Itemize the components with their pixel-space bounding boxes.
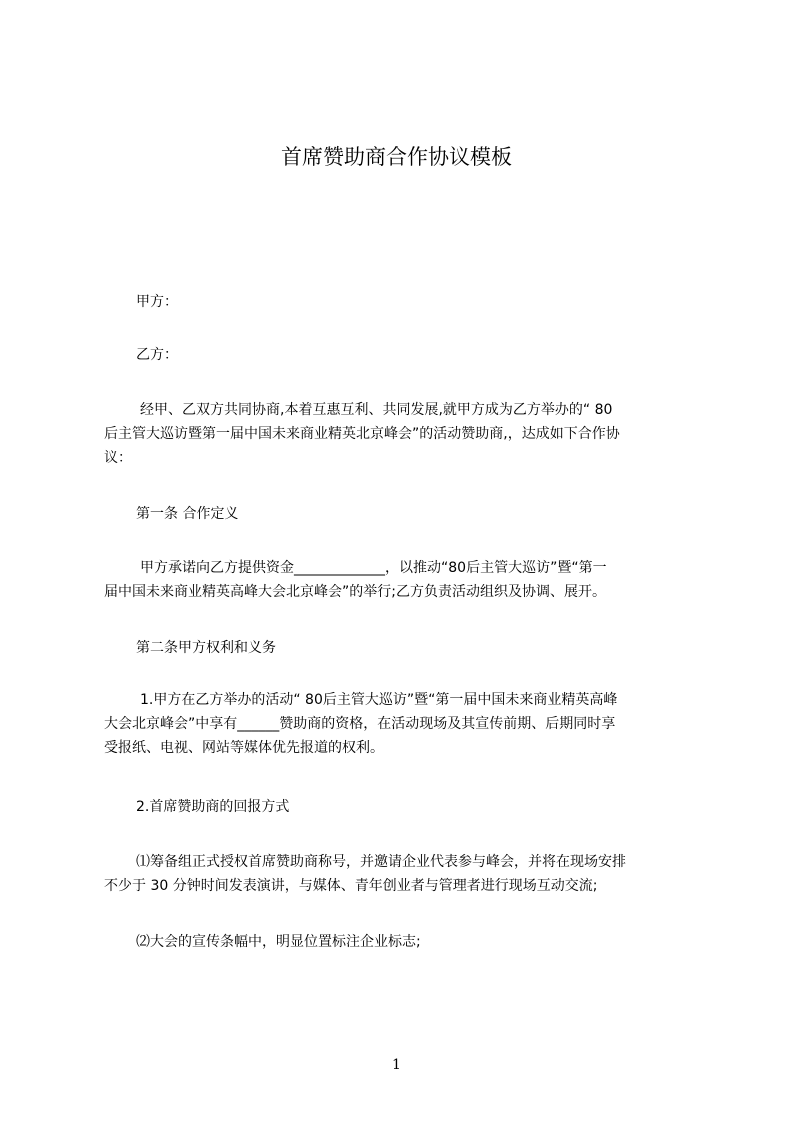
article-2-heading: 第二条甲方权利和义务	[136, 640, 276, 656]
article-1-paragraph	[104, 556, 700, 604]
return-method-2: ⑵大会的宣传条幅中，明显位置标注企业标志;	[136, 934, 421, 950]
article-2-item-1-line: 大会北京峰会”中享有______赞助商的资格，在活动现场及其宣传前期、后期同时享	[104, 716, 616, 732]
article-1-heading: 第一条 合作定义	[136, 506, 239, 522]
intro-line: 议：	[104, 450, 132, 466]
article-2-item-1-line: 受报纸、电视、网站等媒体优先报道的权利。	[104, 740, 384, 756]
article-2-item-2-heading: 2.首席赞助商的回报方式	[136, 799, 290, 815]
party-a-label: 甲方：	[136, 294, 178, 310]
intro-line: 经甲、乙双方共同协商,本着互惠互利、共同发展,就甲方成为乙方举办的“ 80	[140, 402, 613, 418]
party-b-label: 乙方：	[136, 347, 178, 363]
intro-line: 后主管大巡访暨第一届中国未来商业精英北京峰会”的活动赞助商,，达成如下合作协	[104, 426, 620, 442]
return-method-1-line: ⑴筹备组正式授权首席赞助商称号，并邀请企业代表参与峰会，并将在现场安排	[136, 854, 626, 870]
article-1-line: 甲方承诺向乙方提供资金_____________，以推动“80后主管大巡访”暨“第一	[140, 560, 607, 576]
return-method-1-line: 不少于 30 分钟时间发表演讲，与媒体、青年创业者与管理者进行现场互动交流;	[104, 878, 598, 894]
article-1-line: 届中国未来商业精英高峰大会北京峰会”的举行;乙方负责活动组织及协调、展开。	[104, 584, 606, 600]
intro-paragraph	[104, 398, 700, 470]
document-title: 首席赞助商合作协议模板	[281, 145, 512, 169]
page-number: 1	[392, 1057, 401, 1073]
article-2-item-1-line: 1.甲方在乙方举办的活动“ 80后主管大巡访”暨“第一届中国未来商业精英高峰	[140, 692, 618, 708]
return-method-1	[104, 850, 700, 898]
article-2-item-1	[104, 688, 700, 760]
